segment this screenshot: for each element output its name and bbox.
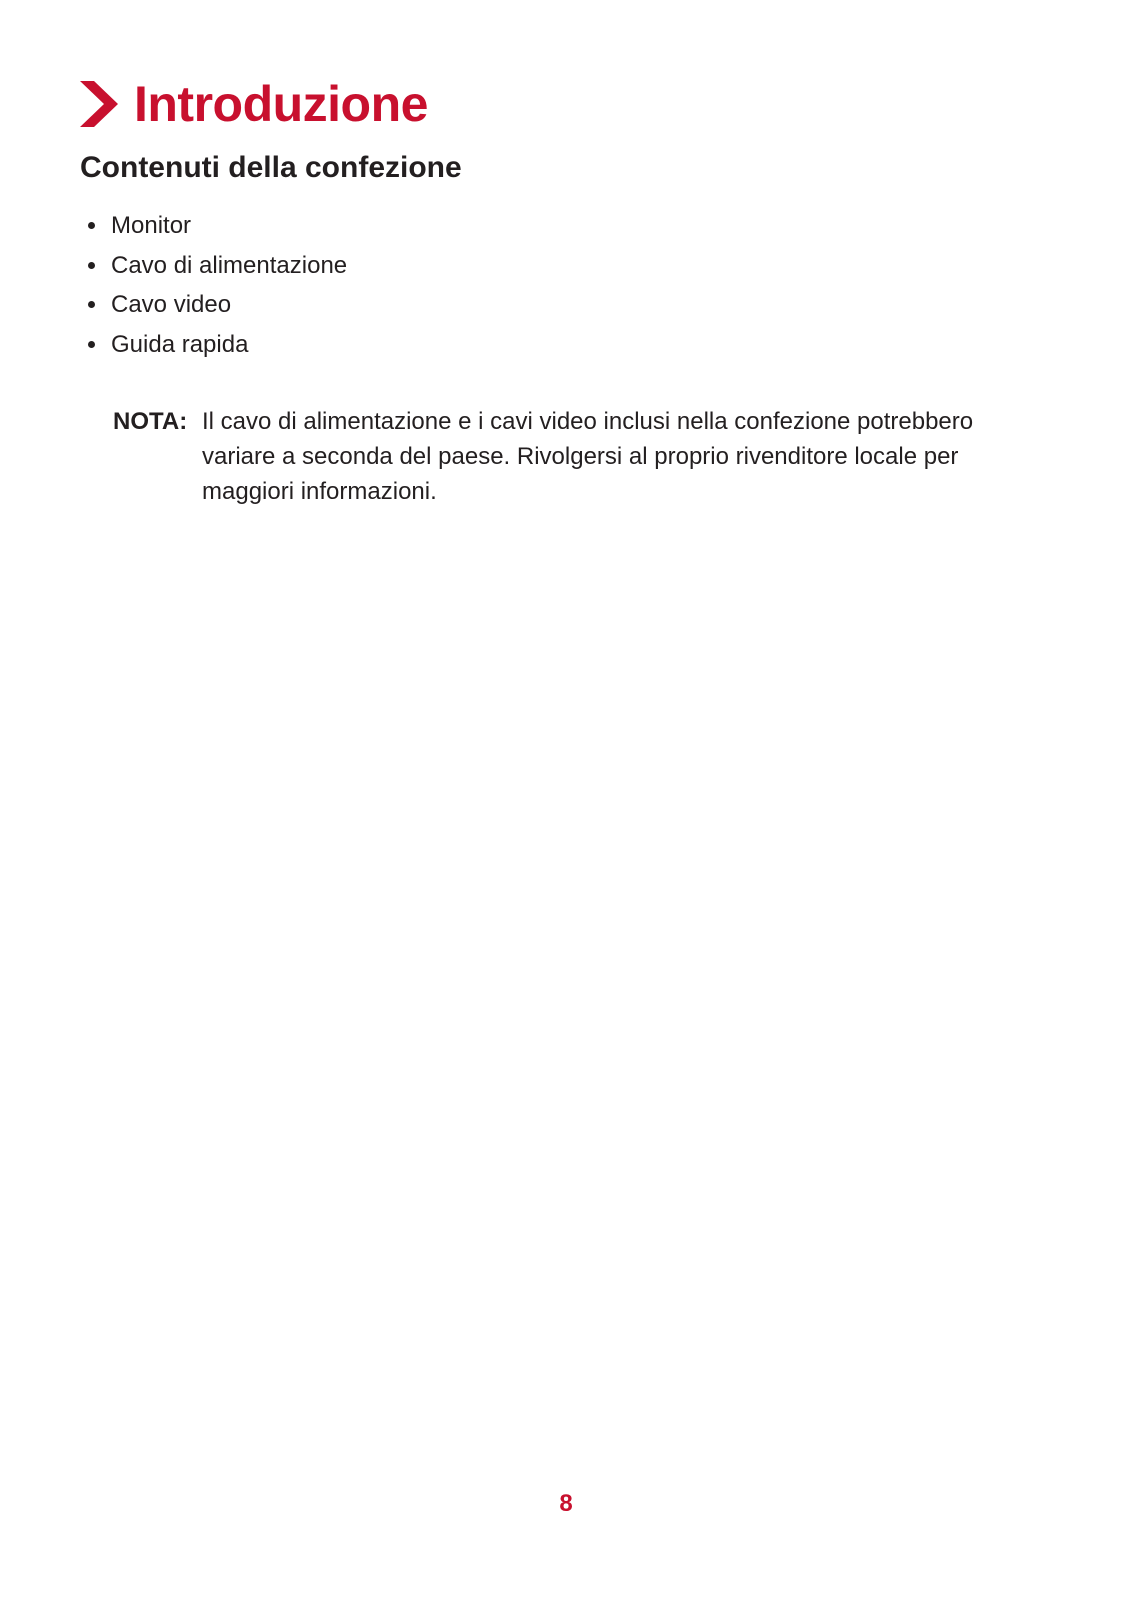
package-contents-list — [88, 206, 347, 364]
note-block — [113, 404, 1053, 509]
list-item — [88, 325, 347, 365]
list-item — [88, 285, 347, 325]
page-number: 8 — [559, 1490, 573, 1517]
list-item-label: Cavo di alimentazione — [111, 251, 348, 279]
chevron-right-icon — [80, 81, 118, 127]
note-label: NOTA: — [113, 408, 188, 435]
list-item-label: Guida rapida — [111, 330, 249, 358]
list-item-label: Monitor — [111, 212, 192, 239]
note-text: Il cavo di alimentazione e i cavi video inclusi nella confezione potrebbero variare a seconda del paese. Rivolgersi al proprio rivenditore locale per maggiori informazioni. — [202, 408, 974, 505]
bullet-icon — [88, 262, 95, 269]
bullet-icon — [88, 301, 95, 308]
chapter-header — [80, 74, 428, 134]
bullet-icon — [88, 222, 95, 229]
chapter-title: Introduzione — [134, 76, 428, 132]
section-title: Contenuti della confezione — [80, 151, 462, 184]
bullet-icon — [88, 341, 95, 348]
list-item-label: Cavo video — [111, 291, 232, 318]
list-item — [88, 206, 347, 246]
list-item — [88, 246, 347, 286]
